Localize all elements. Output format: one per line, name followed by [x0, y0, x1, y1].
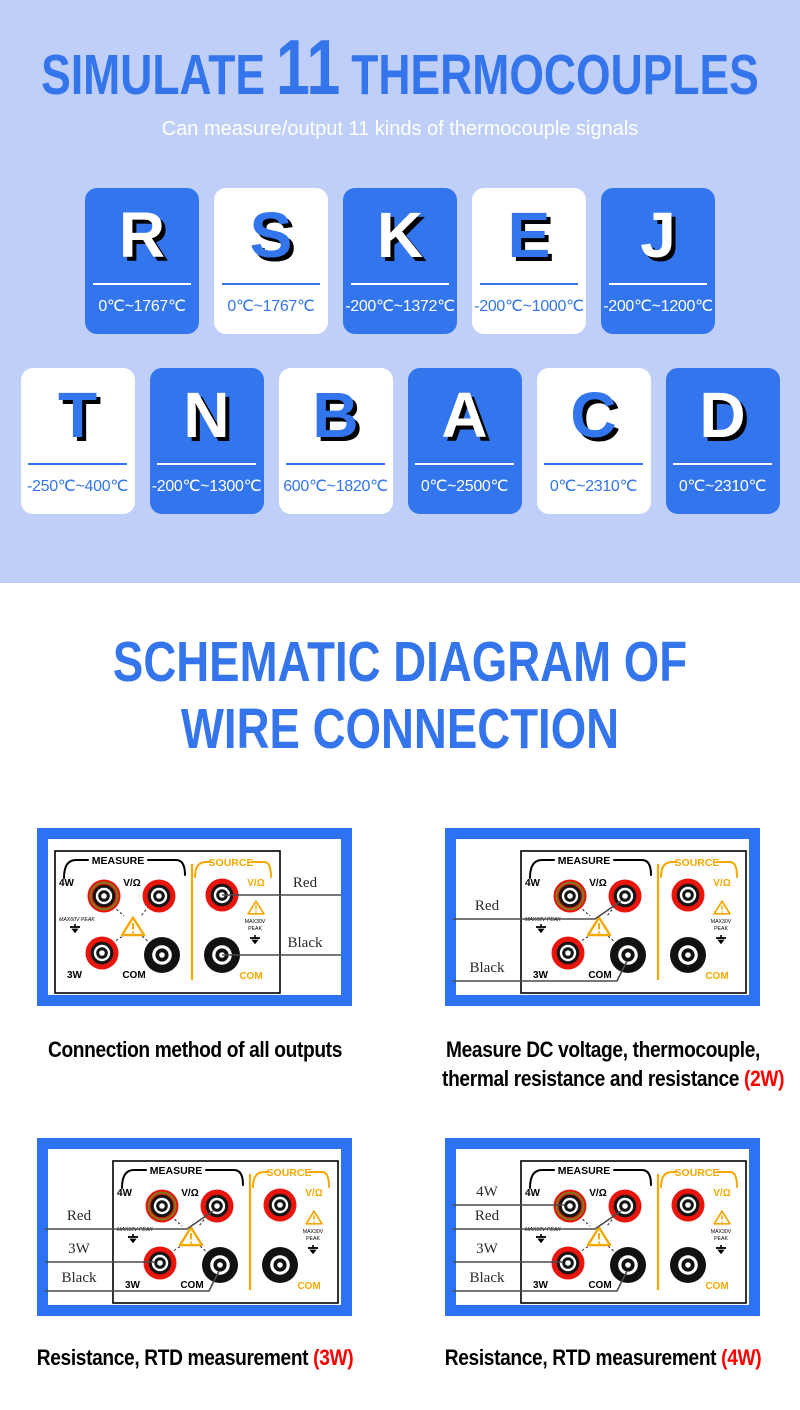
jack-4w-label: 4W: [525, 878, 540, 889]
schematic-title-line2: WIRE CONNECTION: [180, 697, 620, 761]
wire-label: Black: [469, 1270, 505, 1286]
card-divider: [93, 283, 191, 285]
max60v-peak-label: MAX60V PEAK: [117, 1227, 153, 1233]
schematic-section: [0, 583, 800, 1410]
hero-title-left: SIMULATE: [41, 43, 266, 107]
thermocouple-type-letter: R: [118, 199, 166, 271]
panel-caption-measure-2w: [418, 1035, 788, 1093]
thermocouple-cards-row1: [0, 188, 800, 334]
jack-com-label: COM: [180, 1280, 204, 1291]
caption-text: Resistance, RTD measurement: [36, 1345, 314, 1370]
wire-label: 4W: [476, 1184, 498, 1200]
thermocouple-type-letter: K: [376, 199, 424, 271]
wiring-diagram-rtd-3w: [37, 1138, 352, 1316]
source-section-label: SOURCE: [674, 857, 720, 869]
jack-3w-label: 3W: [125, 1280, 140, 1291]
wiring-diagram-all-outputs: [37, 828, 352, 1006]
temperature-range: 0℃~1767℃: [98, 298, 186, 315]
banana-jack-black: [202, 1247, 238, 1283]
caption-text: Resistance, RTD measurement: [444, 1345, 722, 1370]
thermocouple-type-letter: S: [249, 199, 293, 271]
thermocouple-card-B: [279, 368, 393, 514]
thermocouple-type-letter: D: [699, 379, 746, 451]
banana-jack-red: [201, 1190, 234, 1223]
jack-3w-label: 3W: [533, 1280, 548, 1291]
source-vohm-label: V/Ω: [305, 1188, 323, 1199]
jack-com-label: COM: [588, 1280, 612, 1291]
banana-jack-red: [552, 937, 585, 970]
jack-vohm-label: V/Ω: [123, 878, 141, 889]
banana-jack-black: [670, 937, 706, 973]
caption-line: [442, 1343, 764, 1372]
thermocouple-type-letter: J: [640, 199, 676, 271]
wire-label: Black: [287, 935, 323, 951]
max30v-label: MAX30V: [244, 919, 266, 925]
thermocouple-card-T: [21, 368, 135, 514]
banana-jack-red: [146, 1190, 179, 1223]
banana-jack-red: [554, 1190, 587, 1223]
caption-text: (3W): [313, 1345, 354, 1370]
banana-jack-black: [670, 1247, 706, 1283]
wire-label: Red: [292, 875, 318, 891]
source-com-label: COM: [705, 1281, 729, 1292]
max30v-label: MAX30V: [710, 919, 732, 925]
source-vohm-label: V/Ω: [713, 1188, 731, 1199]
wire-label: 3W: [68, 1241, 90, 1257]
source-com-label: COM: [297, 1281, 321, 1292]
thermocouple-type-letter: E: [507, 199, 551, 271]
jack-com-label: COM: [588, 970, 612, 981]
max30v-label: MAX30V: [302, 1229, 324, 1235]
source-com-label: COM: [239, 971, 263, 982]
caption-text: (2W): [744, 1066, 785, 1092]
jack-3w-label: 3W: [67, 970, 82, 981]
temperature-range: 600℃~1820℃: [283, 478, 388, 495]
banana-jack-black: [144, 937, 180, 973]
wire-label: 3W: [476, 1241, 498, 1257]
temperature-range: -200℃~1300℃: [151, 478, 262, 495]
card-divider: [609, 283, 707, 285]
wiring-panel-rtd-3w: [37, 1138, 352, 1316]
thermocouple-card-S: [214, 188, 328, 334]
thermocouple-type-letter: B: [312, 379, 359, 451]
wire-label: Black: [469, 960, 505, 976]
jack-4w-label: 4W: [117, 1188, 132, 1199]
temperature-range: 0℃~1767℃: [227, 298, 315, 315]
jack-panel: [55, 851, 280, 993]
caption-line: [36, 1343, 354, 1372]
temperature-range: -200℃~1000℃: [474, 298, 584, 315]
thermocouple-type-letter: T: [57, 379, 98, 451]
max30v-peak-label: PEAK: [714, 1236, 728, 1242]
jack-panel: [521, 1161, 746, 1303]
banana-jack-red: [144, 1247, 177, 1280]
max30v-peak-label: PEAK: [714, 926, 728, 932]
wire-label: Red: [66, 1208, 92, 1224]
hero-section: [0, 0, 800, 583]
banana-jack-red: [609, 1190, 642, 1223]
card-divider: [28, 463, 126, 465]
temperature-range: 0℃~2310℃: [678, 478, 767, 495]
source-vohm-label: V/Ω: [713, 878, 731, 889]
wire-label: Red: [474, 1208, 500, 1224]
wire-label: Red: [474, 898, 500, 914]
panel-caption-all-outputs: [12, 1035, 378, 1064]
banana-jack-red: [86, 937, 119, 970]
jack-3w-label: 3W: [533, 970, 548, 981]
card-divider: [544, 463, 642, 465]
thermocouple-cards-row2: [0, 368, 800, 514]
thermocouple-type-letter: A: [441, 379, 488, 451]
caption-line: [442, 1035, 764, 1064]
banana-jack-red: [554, 880, 587, 913]
thermocouple-card-E: [472, 188, 586, 334]
thermocouple-card-R: [85, 188, 199, 334]
caption-line: [442, 1064, 785, 1093]
hero-subtitle: Can measure/output 11 kinds of thermocouple signals: [161, 118, 639, 140]
source-section-label: SOURCE: [674, 1167, 720, 1179]
schematic-title-line1: SCHEMATIC DIAGRAM OF: [112, 630, 688, 694]
thermocouple-card-C: [537, 368, 651, 514]
max60v-peak-label: MAX60V PEAK: [59, 917, 95, 923]
jack-vohm-label: V/Ω: [589, 1188, 607, 1199]
max30v-peak-label: PEAK: [306, 1236, 320, 1242]
source-section-label: SOURCE: [266, 1167, 312, 1179]
banana-jack-red: [672, 879, 705, 912]
source-vohm-label: V/Ω: [247, 878, 265, 889]
temperature-range: 0℃~2310℃: [549, 478, 638, 495]
wire-label: Black: [61, 1270, 97, 1286]
caption-text: thermal resistance and resistance: [442, 1066, 745, 1092]
jack-panel: [113, 1161, 338, 1303]
banana-jack-red: [609, 880, 642, 913]
jack-vohm-label: V/Ω: [589, 878, 607, 889]
wiring-panel-rtd-4w: [445, 1138, 760, 1316]
hero-title-number: 11: [276, 23, 341, 111]
measure-section-label: MEASURE: [91, 855, 145, 867]
caption-text: Connection method of all outputs: [47, 1037, 343, 1062]
thermocouple-card-N: [150, 368, 264, 514]
wiring-diagram-measure-2w: [445, 828, 760, 1006]
jack-com-label: COM: [122, 970, 146, 981]
card-divider: [415, 463, 513, 465]
wiring-panel-all-outputs: [37, 828, 352, 1006]
hero-title-right: THERMOCOUPLES: [351, 43, 759, 107]
temperature-range: -250℃~400℃: [26, 478, 128, 495]
banana-jack-black: [610, 937, 646, 973]
caption-line: [36, 1035, 354, 1064]
max30v-peak-label: PEAK: [248, 926, 262, 932]
caption-text: (4W): [721, 1345, 762, 1370]
banana-jack-black: [262, 1247, 298, 1283]
card-divider: [480, 283, 578, 285]
temperature-range: 0℃~2500℃: [420, 478, 509, 495]
thermocouple-type-letter: N: [183, 379, 230, 451]
caption-text: Measure DC voltage, thermocouple,: [446, 1037, 760, 1062]
measure-section-label: MEASURE: [557, 855, 611, 867]
wiring-panel-measure-2w: [445, 828, 760, 1006]
source-section-label: SOURCE: [208, 857, 254, 869]
max60v-peak-label: MAX60V PEAK: [525, 1227, 561, 1233]
jack-4w-label: 4W: [525, 1188, 540, 1199]
card-divider: [286, 463, 384, 465]
temperature-range: -200℃~1200℃: [603, 298, 713, 315]
jack-panel: [521, 851, 746, 993]
banana-jack-red: [88, 880, 121, 913]
hero-title: [41, 23, 759, 111]
measure-section-label: MEASURE: [149, 1165, 203, 1177]
card-divider: [351, 283, 449, 285]
wiring-diagram-rtd-4w: [445, 1138, 760, 1316]
max60v-peak-label: MAX60V PEAK: [525, 917, 561, 923]
banana-jack-red: [552, 1247, 585, 1280]
source-com-label: COM: [705, 971, 729, 982]
thermocouple-card-J: [601, 188, 715, 334]
schematic-title: [80, 629, 720, 763]
jack-vohm-label: V/Ω: [181, 1188, 199, 1199]
panel-caption-rtd-3w: [12, 1343, 378, 1372]
thermocouple-card-K: [343, 188, 457, 334]
card-divider: [157, 463, 255, 465]
card-divider: [222, 283, 320, 285]
max30v-label: MAX30V: [710, 1229, 732, 1235]
thermocouple-type-letter: C: [570, 379, 617, 451]
temperature-range: -200℃~1372℃: [345, 298, 455, 315]
thermocouple-card-A: [408, 368, 522, 514]
banana-jack-red: [672, 1189, 705, 1222]
panel-caption-rtd-4w: [418, 1343, 788, 1372]
banana-jack-red: [143, 880, 176, 913]
jack-4w-label: 4W: [59, 878, 74, 889]
card-divider: [673, 463, 771, 465]
banana-jack-red: [264, 1189, 297, 1222]
thermocouple-card-D: [666, 368, 780, 514]
banana-jack-black: [610, 1247, 646, 1283]
measure-section-label: MEASURE: [557, 1165, 611, 1177]
